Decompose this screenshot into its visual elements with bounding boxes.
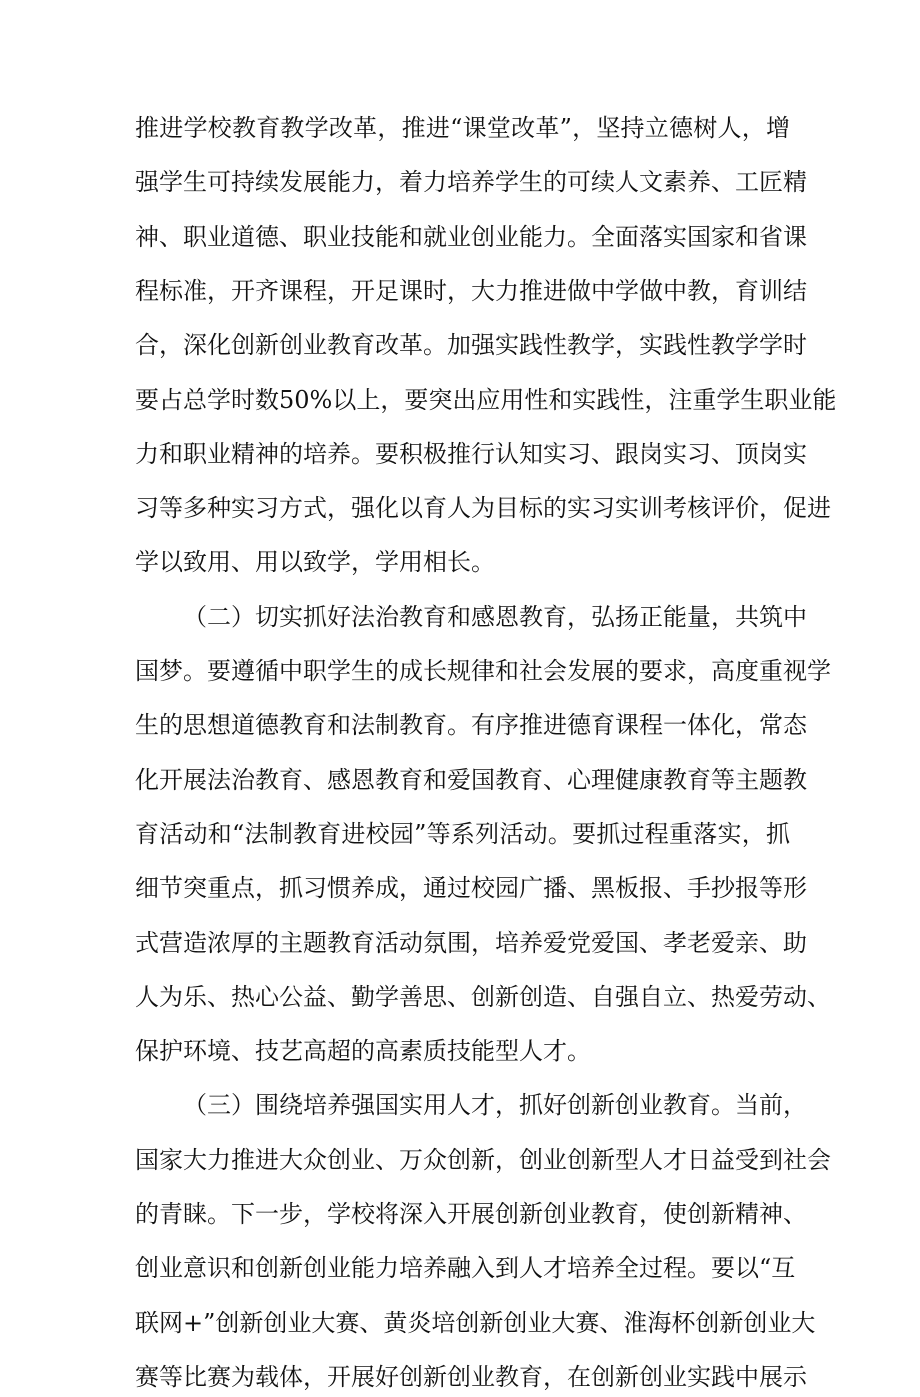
text-line: 赛等比赛为载体，开展好创新创业教育，在创新创业实践中展示 [135, 1363, 807, 1391]
text-line: 保护环境、技艺高超的高素质技能型人才。 [135, 1037, 591, 1065]
text-line: 学以致用、用以致学，学用相长。 [135, 548, 495, 576]
text-line: 程标准，开齐课程，开足课时，大力推进做中学做中教，育训结 [135, 277, 807, 305]
text-line: 生的思想道德教育和法制教育。有序推进德育课程一体化，常态 [135, 711, 807, 739]
text-line: （二）切实抓好法治教育和感恩教育，弘扬正能量，共筑中 [183, 603, 807, 631]
text-line: 神、职业道德、职业技能和就业创业能力。全面落实国家和省课 [135, 223, 807, 251]
text-line: 创业意识和创新创业能力培养融入到人才培养全过程。要以“互 [135, 1254, 796, 1282]
text-line: 细节突重点，抓习惯养成，通过校园广播、黑板报、手抄报等形 [135, 874, 807, 902]
text-line: 化开展法治教育、感恩教育和爱国教育、心理健康教育等主题教 [135, 766, 807, 794]
text-line: 国家大力推进大众创业、万众创新，创业创新型人才日益受到社会 [135, 1146, 831, 1174]
text-line: 合，深化创新创业教育改革。加强实践性教学，实践性教学学时 [135, 331, 807, 359]
text-line: 习等多种实习方式，强化以育人为目标的实习实训考核评价，促进 [135, 494, 831, 522]
text-line: 国梦。要遵循中职学生的成长规律和社会发展的要求，高度重视学 [135, 657, 831, 685]
text-line: 要占总学时数50%以上，要突出应用性和实践性，注重学生职业能 [135, 386, 837, 414]
text-line: 育活动和“法制教育进校园”等系列活动。要抓过程重落实，抓 [135, 820, 790, 848]
text-line: 力和职业精神的培养。要积极推行认知实习、跟岗实习、顶岗实 [135, 440, 807, 468]
text-line: 联网+”创新创业大赛、黄炎培创新创业大赛、淮海杯创新创业大 [135, 1309, 816, 1337]
text-line: 推进学校教育教学改革，推进“课堂改革”，坚持立德树人，增 [135, 114, 790, 142]
text-line: （三）围绕培养强国实用人才，抓好创新创业教育。当前， [183, 1091, 807, 1119]
text-line: 的青睐。下一步，学校将深入开展创新创业教育，使创新精神、 [135, 1200, 807, 1228]
text-line: 式营造浓厚的主题教育活动氛围，培养爱党爱国、孝老爱亲、助 [135, 929, 807, 957]
text-line: 人为乐、热心公益、勤学善思、创新创造、自强自立、热爱劳动、 [135, 983, 831, 1011]
text-line: 强学生可持续发展能力，着力培养学生的可续人文素养、工匠精 [135, 168, 807, 196]
